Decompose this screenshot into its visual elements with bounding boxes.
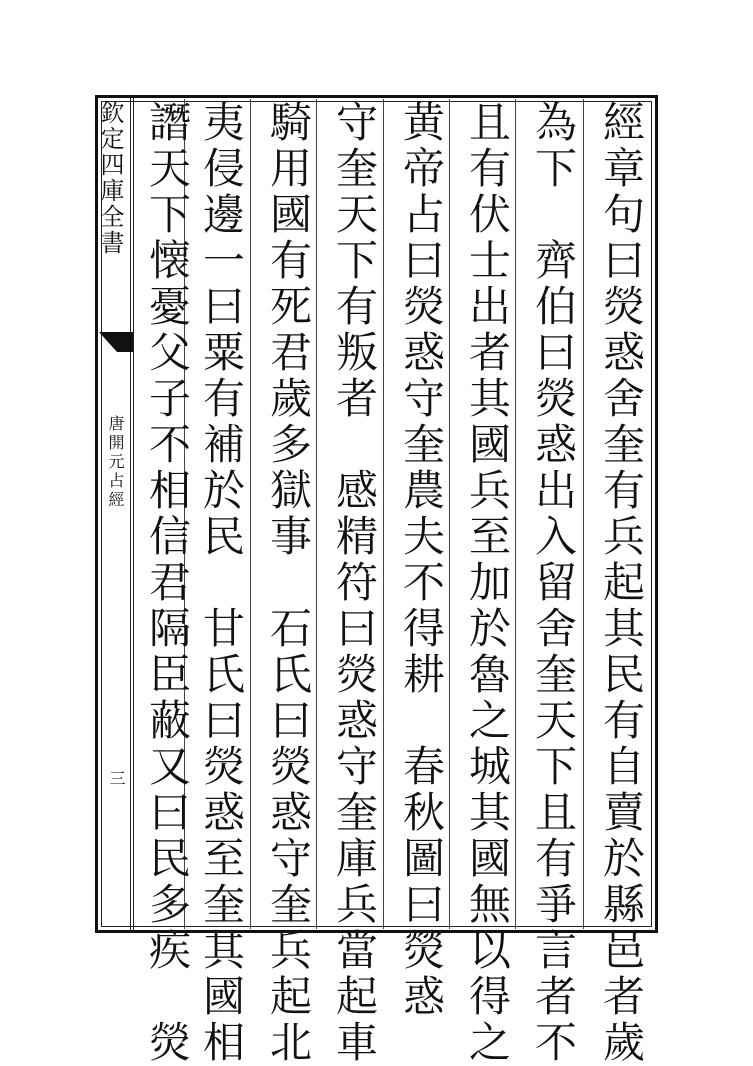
fold-divider-right [133,95,134,933]
section-title: 唐開元占經 [106,415,125,510]
text-column-3: 且有伏士出者其國兵至加於魯之城其國無以得之 [463,100,512,1066]
text-column-2: 為下 齊伯曰熒惑出入留舍奎天下且有爭言者不 [529,100,578,1066]
text-column-5: 守奎天下有叛者 感精符曰熒惑守奎庫兵當起車 [330,100,379,1066]
text-column-1: 經章句曰熒惑舍奎有兵起其民有自賣於縣邑者歲 [597,100,646,1066]
fold-divider-left [130,95,131,933]
fish-tail-mark [99,332,133,352]
book-title: 欽定四庫全書 [96,100,124,256]
text-column-6: 騎用國有死君歲多獄事 石氏曰熒惑守奎兵起北 [264,100,313,1066]
text-column-4: 黄帝占曰熒惑守奎農夫不得耕 春秋圖曰熒惑 [397,100,446,1020]
text-column-8: 譖天下懐憂父子不相信君隔臣蔽又曰民多疾 熒 [143,100,192,1066]
text-column-7: 夷侵邊一曰粟有補於民 甘氏曰熒惑至奎其國相 [197,100,246,1066]
page-number: 三 [107,770,126,786]
